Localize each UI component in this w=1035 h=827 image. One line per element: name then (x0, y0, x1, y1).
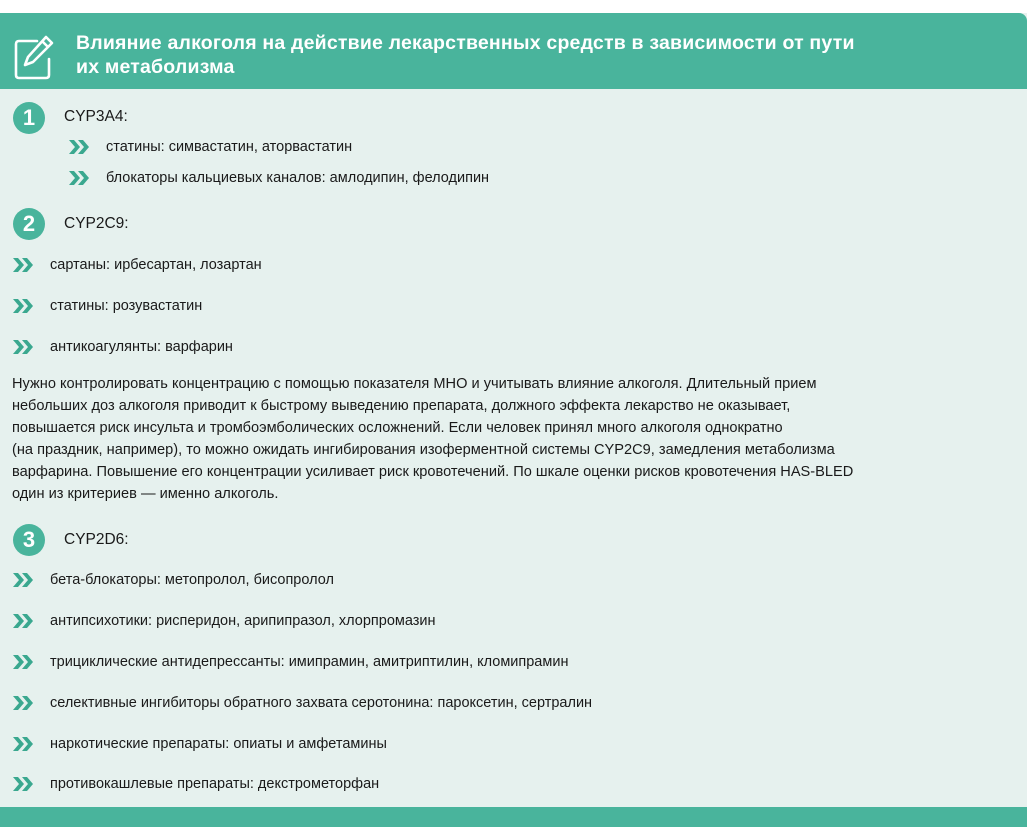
section-title-cyp2d6: CYP2D6: (64, 531, 129, 548)
section-number-1: 1 (13, 102, 45, 134)
list-item-text: антипсихотики: рисперидон, арипипразол, хлорпромазин (50, 613, 436, 629)
section-title-cyp3a4: CYP3A4: (64, 108, 128, 125)
double-chevron-icon (12, 653, 36, 671)
double-chevron-icon (12, 256, 36, 274)
list-item-text: бета-блокаторы: метопролол, бисопролол (50, 572, 334, 588)
double-chevron-icon (12, 694, 36, 712)
header-bar (0, 13, 1027, 89)
list-item-text: статины: симвастатин, аторвастатин (106, 139, 353, 155)
footer-bar (0, 807, 1027, 827)
list-item (12, 610, 436, 632)
list-item (12, 569, 334, 591)
list-item (12, 733, 387, 755)
warfarin-note (12, 373, 1002, 505)
double-chevron-icon (68, 138, 92, 156)
note-line: Нужно контролировать концентрацию с помощью показателя МНО и учитывать влияние алкоголя. Длительный прием (12, 376, 817, 392)
list-item-text: противокашлевые препараты: декстрометорфан (50, 776, 380, 792)
title-line-2: их метаболизма (76, 56, 235, 78)
title-line-1: Влияние алкоголя на действие лекарственных средств в зависимости от пути (76, 32, 855, 54)
list-item (12, 336, 233, 358)
list-item-text: антикоагулянты: варфарин (50, 339, 233, 355)
page-title (76, 31, 976, 79)
double-chevron-icon (12, 775, 36, 793)
list-item-text: трициклические антидепрессанты: имипрамин, амитриптилин, кломипрамин (50, 654, 569, 670)
note-line: повышается риск инсульта и тромбоэмболических осложнений. Если человек принял много алкоголя однократно (12, 420, 783, 436)
double-chevron-icon (12, 735, 36, 753)
list-item-text: блокаторы кальциевых каналов: амлодипин, фелодипин (106, 170, 490, 186)
double-chevron-icon (68, 169, 92, 187)
list-item-text: селективные ингибиторы обратного захвата серотонина: пароксетин, сертралин (50, 695, 593, 711)
list-item (12, 692, 592, 714)
list-item (12, 254, 262, 276)
double-chevron-icon (12, 612, 36, 630)
list-item (12, 651, 568, 673)
list-item (68, 136, 352, 158)
list-item (12, 295, 202, 317)
edit-note-icon (13, 33, 55, 81)
double-chevron-icon (12, 297, 36, 315)
list-item-text: сартаны: ирбесартан, лозартан (50, 257, 262, 273)
section-number-3: 3 (13, 524, 45, 556)
note-line: варфарина. Повышение его концентрации усиливает риск кровотечений. По шкале оценки рисков кровотечения HAS-BLED (12, 464, 854, 480)
section-title-cyp2c9: CYP2C9: (64, 215, 129, 232)
note-line: один из критериев — именно алкоголь. (12, 486, 279, 502)
note-line: небольших доз алкоголя приводит к быстрому выведению препарата, должного эффекта лекарство не оказывает, (12, 398, 791, 414)
double-chevron-icon (12, 571, 36, 589)
list-item (12, 773, 379, 795)
section-number-2: 2 (13, 208, 45, 240)
list-item-text: наркотические препараты: опиаты и амфетамины (50, 736, 387, 752)
note-line: (на праздник, например), то можно ожидать ингибирования изоферментной системы CYP2C9, замедления метаболизма (12, 442, 835, 458)
list-item-text: статины: розувастатин (50, 298, 203, 314)
list-item (68, 167, 489, 189)
double-chevron-icon (12, 338, 36, 356)
